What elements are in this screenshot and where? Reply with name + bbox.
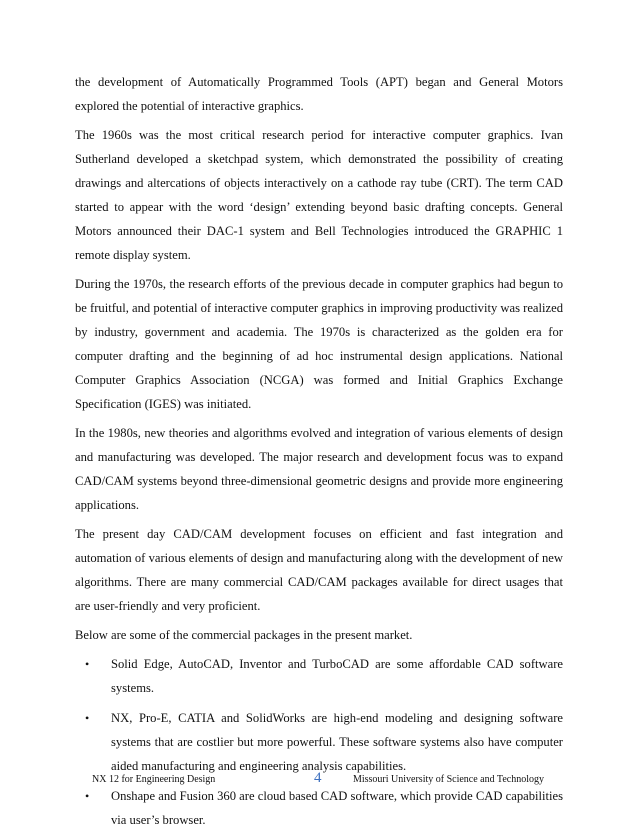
paragraph-1960s: The 1960s was the most critical research period for interactive computer graphics. Ivan Sutherland developed a sketchpad system, which demonstrated the possibility of creating drawings and altercations of objects interactively on a cathode ray tube (CRT). The term CAD started to appear with the word ‘design’ extending beyond basic drafting concepts. General Motors announced their DAC-1 system and Bell Technologies introduced the GRAPHIC 1 remote display system. xyxy=(75,128,563,262)
list-item-text: Solid Edge, AutoCAD, Inventor and TurboCAD are some affordable CAD software systems. xyxy=(111,657,563,695)
bullet-icon: • xyxy=(85,711,90,725)
page-number: 4 xyxy=(314,770,322,786)
paragraph-1970s: During the 1970s, the research efforts of the previous decade in computer graphics had begun to be fruitful, and potential of interactive computer graphics in improving productivity was realized by industry, government and academia. The 1970s is characterized as the golden era for computer drafting and the beginning of ad hoc instrumental design applications. National Computer Graphics Association (NCGA) was formed and Initial Graphics Exchange Specification (IGES) was initiated. xyxy=(75,277,563,411)
list-item-text: Onshape and Fusion 360 are cloud based CAD software, which provide CAD capabilities via user’s browser. xyxy=(111,789,563,827)
footer-institution: Missouri University of Science and Technology xyxy=(352,774,544,785)
list-item xyxy=(75,784,563,832)
document-body xyxy=(75,70,563,838)
bullet-icon: • xyxy=(85,789,90,803)
paragraph-packages-intro: Below are some of the commercial packages in the present market. xyxy=(75,628,413,642)
bullet-icon: • xyxy=(85,657,90,671)
footer-book-title: NX 12 for Engineering Design xyxy=(92,774,216,785)
paragraph-apt-history: the development of Automatically Programmed Tools (APT) began and General Motors explored the potential of interactive graphics. xyxy=(75,75,563,113)
paragraph-1980s: In the 1980s, new theories and algorithms evolved and integration of various elements of design and manufacturing was developed. The major research and development focus was to expand CAD/CAM systems beyond three-dimensional geometric designs and provide more engineering applications. xyxy=(75,426,563,512)
list-item xyxy=(75,706,563,778)
paragraph-present-day: The present day CAD/CAM development focuses on efficient and fast integration and automation of various elements of design and manufacturing along with the development of new algorithms. There are many commercial CAD/CAM packages available for direct usages that are user-friendly and very proficient. xyxy=(75,527,563,613)
page-footer xyxy=(92,771,544,791)
commercial-packages-list xyxy=(75,652,563,832)
list-item-text: NX, Pro-E, CATIA and SolidWorks are high-end modeling and designing software systems that are costlier but more powerful. These software systems also have computer aided manufacturing and engineering analysis capabilities. xyxy=(111,711,563,773)
list-item xyxy=(75,652,563,700)
